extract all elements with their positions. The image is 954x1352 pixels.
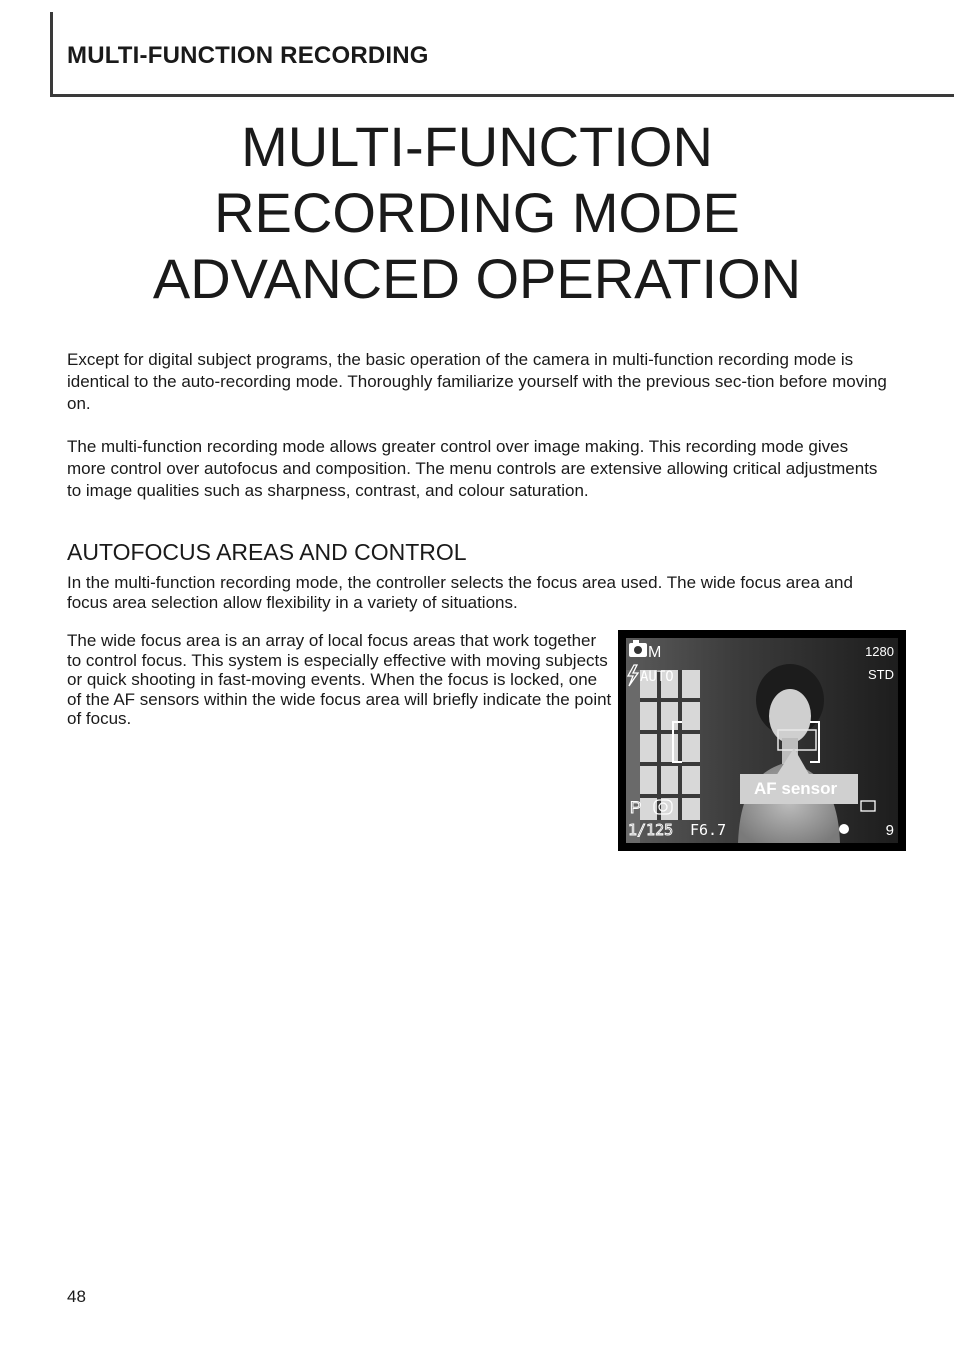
header-rule-horizontal — [50, 94, 954, 97]
autofocus-paragraph-2: The wide focus area is an array of local focus areas that work together to control focus. This system is especially effective with moving subjects or quick shooting in fast-moving events. When the focus is locked, one of the AF sensors within the wide focus area will briefly indicate the point of focus. — [67, 631, 612, 728]
focus-indicator-icon — [839, 824, 849, 834]
section-header: MULTI-FUNCTION RECORDING — [67, 42, 429, 69]
aperture-label: F6.7 — [690, 821, 727, 839]
frame-count-label: 9 — [885, 822, 894, 839]
callout-label: AF sensor — [754, 779, 838, 798]
intro-paragraph-1: Except for digital subject programs, the basic operation of the camera in multi-function recording mode is identical to the auto-recording mode. Thoroughly familiarize yourself with the previous sec-tion before moving on. — [67, 350, 887, 413]
autofocus-paragraph-1: In the multi-function recording mode, the controller selects the focus area used. The wide focus area and focus area selection allow flexibility in a variety of situations. — [67, 573, 853, 612]
quality-label: STD — [868, 667, 894, 682]
lcd-monitor-illustration — [618, 630, 906, 851]
page-number: 48 — [67, 1287, 86, 1306]
window-illustration — [626, 670, 700, 843]
autofocus-heading: AUTOFOCUS AREAS AND CONTROL — [67, 539, 467, 565]
page-title-line-1: MULTI-FUNCTION — [241, 115, 713, 178]
recording-mode-label: M — [648, 644, 662, 661]
flash-mode-label: AUTO — [640, 669, 674, 685]
exposure-mode-label: P — [630, 798, 642, 817]
page-title — [0, 114, 954, 312]
lcd-svg — [618, 630, 906, 851]
header-rule-vertical — [50, 12, 53, 97]
resolution-label: 1280 — [865, 644, 894, 659]
page-title-line-3: ADVANCED OPERATION — [152, 247, 802, 310]
page-title-line-2: RECORDING MODE — [214, 181, 740, 244]
intro-paragraph-2: The multi-function recording mode allows greater control over image making. This recording mode gives more control over autofocus and composition. The menu controls are extensive allowing critical adjustments to image qualities such as sharpness, contrast, and colour saturation. — [67, 437, 878, 500]
shutter-speed-label: 1/125 — [628, 821, 674, 839]
